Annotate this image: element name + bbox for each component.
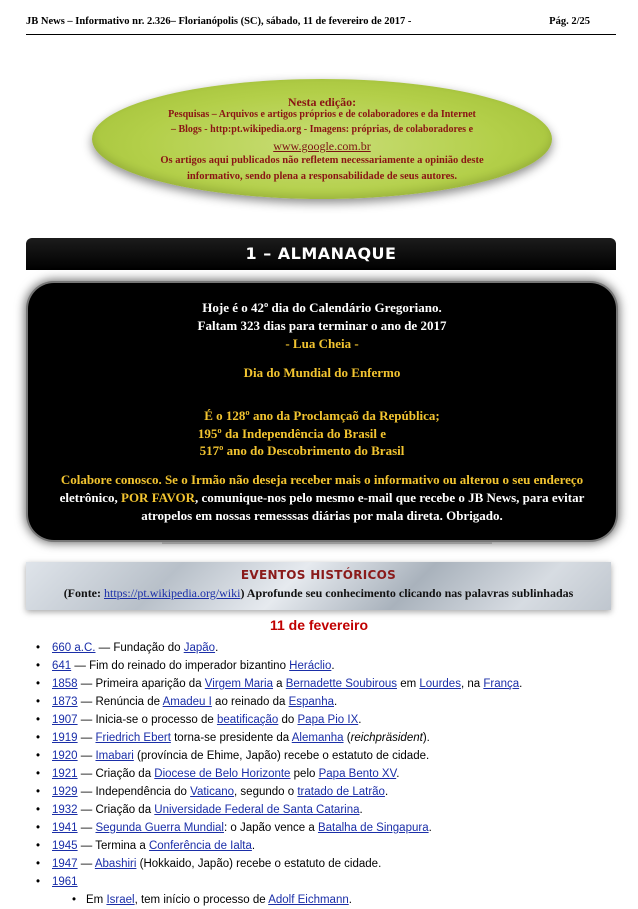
event-year-link[interactable]: 1945 <box>52 840 78 852</box>
bullet-icon: • <box>36 732 41 744</box>
source-suffix: ) Aprofunde seu conhecimento clicando nas palavras sublinhadas <box>240 586 574 600</box>
appeal-2c: , comunique-nos pelo mesmo e-mail que recebe o JB News, para evitar <box>195 490 585 505</box>
event-text: — <box>77 732 96 744</box>
event-year-link[interactable]: 1947 <box>52 858 78 870</box>
republic-year: É o 128º ano da Proclamçaõ da República; <box>204 408 440 423</box>
event-text: . <box>396 768 400 780</box>
page-number: Pág. 2/25 <box>549 16 590 27</box>
bullet-icon: • <box>36 876 41 888</box>
event-item <box>36 873 616 891</box>
appeal-2a: eletrônico, <box>59 490 121 505</box>
event-item <box>36 765 616 783</box>
event-text: , tem início o processo de <box>134 894 269 906</box>
event-link[interactable]: Friedrich Ebert <box>95 732 171 744</box>
event-year-link[interactable]: 1858 <box>52 678 78 690</box>
box-underline <box>162 542 492 544</box>
day-of-year: Hoje é o 42º dia do Calendário Gregoriano. <box>202 300 442 315</box>
event-text: . <box>359 804 363 816</box>
moon-phase: - Lua Cheia - <box>285 336 359 351</box>
event-text: . <box>384 786 389 798</box>
event-link[interactable]: Bernadette Soubirous <box>285 678 398 690</box>
event-text: a <box>272 678 286 690</box>
event-text: . <box>331 660 335 672</box>
event-item <box>36 837 616 855</box>
edition-title: Nesta edição: <box>287 95 357 109</box>
event-text: : o Japão vence a <box>223 822 318 834</box>
event-text: . <box>334 696 338 708</box>
event-year-link[interactable]: 1941 <box>52 822 78 834</box>
event-text: — Inicia-se o processo de <box>77 714 217 726</box>
edition-ellipse <box>92 79 552 199</box>
event-link[interactable]: tratado de Latrão <box>297 786 385 798</box>
event-link[interactable]: Universidade Federal de Santa Catarina <box>154 804 360 816</box>
event-link[interactable]: Israel <box>106 894 135 906</box>
almanaque-box <box>28 283 616 540</box>
event-italic-text: reichpräsident <box>350 732 423 744</box>
independence-year: 195º da Independência do Brasil e <box>197 426 387 441</box>
event-link[interactable]: França <box>483 678 520 690</box>
event-text: (Hokkaido, Japão) recebe o estatuto de cidade. <box>136 858 382 870</box>
event-item <box>36 675 616 693</box>
event-link[interactable]: Segunda Guerra Mundial <box>95 822 224 834</box>
event-link[interactable]: Adolf Eichmann <box>268 894 349 906</box>
event-link[interactable]: Diocese de Belo Horizonte <box>154 768 291 780</box>
event-text: — <box>77 858 95 870</box>
event-text: . <box>358 714 362 726</box>
event-link[interactable]: Papa Bento XV <box>318 768 397 780</box>
event-link[interactable]: Lourdes <box>419 678 461 690</box>
holiday: Dia do Mundial do Enfermo <box>243 365 401 380</box>
edition-line-2b: http:pt.wikipedia.org <box>210 124 302 135</box>
event-text: ( <box>343 732 351 744</box>
event-link[interactable]: Espanha <box>288 696 334 708</box>
event-item <box>36 693 616 711</box>
event-text: , segundo o <box>234 786 298 798</box>
bullet-icon: • <box>36 750 41 762</box>
event-item <box>36 855 616 873</box>
event-text: ). <box>422 732 430 744</box>
event-link[interactable]: Alemanha <box>291 732 344 744</box>
event-link[interactable]: Batalha de Singapura <box>317 822 429 834</box>
event-text: . <box>251 840 256 852</box>
edition-disclaimer-1: Os artigos aqui publicados não refletem necessariamente a opinião deste <box>160 155 484 166</box>
edition-line-2a: – Blogs - <box>170 124 211 135</box>
event-link[interactable]: Conferência de Ialta <box>148 840 252 852</box>
event-text: . <box>215 642 219 654</box>
bullet-icon: • <box>36 696 41 708</box>
event-item <box>36 657 616 675</box>
event-text: — <box>77 822 96 834</box>
events-date: 11 de fevereiro <box>269 617 369 633</box>
event-text: . <box>519 678 523 690</box>
edition-line-2 <box>92 124 552 135</box>
event-link[interactable]: Amadeu I <box>162 696 212 708</box>
event-link[interactable]: Virgem Maria <box>204 678 273 690</box>
event-year-link[interactable]: 660 a.C. <box>52 642 96 654</box>
edition-disclaimer-2: informativo, sendo plena a responsabilidade de seus autores. <box>186 171 458 182</box>
almanaque-title-bar: 1 – ALMANAQUE <box>26 238 616 270</box>
event-year-link[interactable]: 1919 <box>52 732 78 744</box>
event-link[interactable]: Papa Pio IX <box>297 714 359 726</box>
eventos-banner <box>26 562 611 610</box>
appeal-por-favor: POR FAVOR <box>121 490 196 505</box>
event-text: ao reinado da <box>211 696 289 708</box>
event-link[interactable]: Japão <box>183 642 216 654</box>
event-text: — Criação da <box>77 768 155 780</box>
bullet-icon: • <box>36 642 41 654</box>
event-year-link[interactable]: 641 <box>52 660 72 672</box>
edition-line-1: Pesquisas – Arquivos e artigos próprios e de colaboradores e da Internet <box>168 109 476 120</box>
eventos-title: EVENTOS HISTÓRICOS <box>240 568 397 582</box>
event-text: (província de Ehime, Japão) recebe o estatuto de cidade. <box>133 750 430 762</box>
event-text: — Criação da <box>77 804 155 816</box>
bullet-icon: • <box>72 894 77 906</box>
event-year-link[interactable]: 1929 <box>52 786 78 798</box>
event-text: , na <box>460 678 484 690</box>
event-text: — Fundação do <box>95 642 184 654</box>
bullet-icon: • <box>36 804 41 816</box>
event-link[interactable]: Heráclio <box>289 660 332 672</box>
header-title: JB News – Informativo nr. 2.326– Florianópolis (SC), sábado, 11 de fevereiro de 2017 - <box>26 16 412 27</box>
event-link[interactable]: Imabari <box>95 750 134 762</box>
event-year-link[interactable]: 1932 <box>52 804 78 816</box>
bullet-icon: • <box>36 678 41 690</box>
event-text: Em <box>86 894 107 906</box>
bullet-icon: • <box>36 786 41 798</box>
bullet-icon: • <box>36 840 41 852</box>
event-text: em <box>397 678 420 690</box>
event-year-link[interactable]: 1907 <box>52 714 78 726</box>
appeal-line-2 <box>28 490 616 506</box>
event-item <box>36 639 616 657</box>
event-year-link[interactable]: 1920 <box>52 750 78 762</box>
event-year-link[interactable]: 1873 <box>52 696 78 708</box>
appeal-line-1: Colabore conosco. Se o Irmão não deseja receber mais o informativo ou alterou o seu endereço <box>60 472 584 487</box>
event-text: — Renúncia de <box>77 696 163 708</box>
event-item <box>36 819 616 837</box>
bullet-icon: • <box>36 768 41 780</box>
event-year-link[interactable]: 1961 <box>52 876 78 888</box>
bullet-icon: • <box>36 660 41 672</box>
event-text: — <box>77 750 96 762</box>
event-text: . <box>428 822 432 834</box>
event-item <box>36 729 616 747</box>
event-text: do <box>278 714 298 726</box>
event-link[interactable]: beatificação <box>216 714 279 726</box>
event-text: — Fim do reinado do imperador bizantino <box>71 660 290 672</box>
event-text: pelo <box>290 768 319 780</box>
edition-line-2c: - Imagens: próprias, de colaboradores e <box>301 124 474 135</box>
event-year-link[interactable]: 1921 <box>52 768 78 780</box>
wikipedia-link[interactable]: https://pt.wikipedia.org/wiki <box>104 586 241 600</box>
eventos-source <box>26 586 611 601</box>
discovery-year: 517º ano do Descobrimento do Brasil <box>199 443 405 458</box>
event-item <box>36 801 616 819</box>
event-item <box>36 711 616 729</box>
source-prefix: (Fonte: <box>63 586 105 600</box>
appeal-line-3: atropelos em nossas remesssas diárias por mala direta. Obrigado. <box>141 508 503 523</box>
events-list <box>36 639 616 909</box>
event-text: torna-se presidente da <box>170 732 292 744</box>
event-item <box>36 783 616 801</box>
event-link[interactable]: Vaticano <box>190 786 235 798</box>
days-remaining: Faltam 323 dias para terminar o ano de 2017 <box>197 318 447 333</box>
bullet-icon: • <box>36 822 41 834</box>
event-sub-item <box>36 891 616 909</box>
event-text: . <box>348 894 352 906</box>
bullet-icon: • <box>36 714 41 726</box>
event-text: — Termina a <box>77 840 149 852</box>
event-text: — Independência do <box>77 786 191 798</box>
header-divider <box>26 34 616 35</box>
event-item <box>36 747 616 765</box>
google-link[interactable]: www.google.com.br <box>273 139 371 153</box>
event-link[interactable]: Abashiri <box>94 858 137 870</box>
bullet-icon: • <box>36 858 41 870</box>
event-text: — Primeira aparição da <box>77 678 205 690</box>
